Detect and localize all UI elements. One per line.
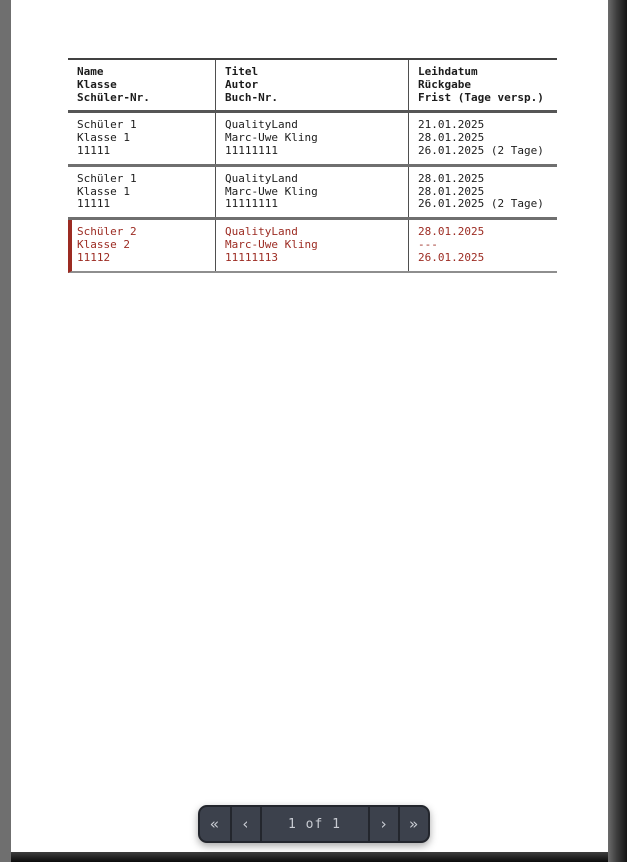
header-line: Schüler-Nr.	[77, 90, 150, 104]
header-line: Autor	[225, 77, 259, 91]
student-class: Klasse 1	[77, 131, 130, 145]
column-header-name-klasse-nr	[68, 60, 215, 110]
return-date: 28.01.2025	[418, 184, 485, 198]
dates-cell	[408, 167, 557, 217]
dates-cell	[408, 113, 557, 163]
student-name: Schüler 1	[77, 118, 137, 132]
loan-date: 28.01.2025	[418, 171, 485, 185]
last-page-button[interactable]	[398, 807, 428, 841]
loan-date: 21.01.2025	[418, 118, 485, 132]
header-line: Frist (Tage versp.)	[418, 90, 544, 104]
return-date: 28.01.2025	[418, 131, 485, 145]
double-chevron-right-icon: »	[408, 815, 419, 833]
dates-cell	[408, 220, 557, 270]
table-row	[68, 167, 557, 220]
book-cell	[215, 113, 408, 163]
book-author: Marc-Uwe Kling	[225, 131, 318, 145]
due-date: 26.01.2025	[418, 250, 485, 264]
column-header-dates	[408, 60, 557, 110]
column-header-titel-autor-buch	[215, 60, 408, 110]
table-row-overdue	[68, 220, 557, 272]
student-cell	[72, 220, 215, 270]
loans-table	[68, 58, 557, 273]
page-indicator: 1 of 1	[260, 807, 368, 841]
next-page-button[interactable]	[368, 807, 398, 841]
student-class: Klasse 2	[77, 237, 130, 251]
loan-date: 28.01.2025	[418, 225, 485, 239]
book-title: QualityLand	[225, 225, 298, 239]
due-date: 26.01.2025 (2 Tage)	[418, 143, 544, 157]
student-class: Klasse 1	[77, 184, 130, 198]
header-line: Klasse	[77, 77, 117, 91]
book-number: 11111111	[225, 143, 278, 157]
header-line: Buch-Nr.	[225, 90, 278, 104]
book-title: QualityLand	[225, 171, 298, 185]
page-shadow-bottom	[11, 852, 608, 862]
chevron-right-icon: ›	[378, 815, 389, 833]
header-line: Name	[77, 65, 104, 78]
due-date: 26.01.2025 (2 Tage)	[418, 197, 544, 211]
student-name: Schüler 2	[77, 225, 137, 239]
chevron-left-icon: ‹	[240, 815, 251, 833]
double-chevron-left-icon: «	[209, 815, 220, 833]
book-cell	[215, 220, 408, 270]
book-author: Marc-Uwe Kling	[225, 184, 318, 198]
book-title: QualityLand	[225, 118, 298, 132]
student-number: 11111	[77, 143, 111, 157]
header-line: Leihdatum	[418, 65, 478, 78]
header-line: Rückgabe	[418, 77, 471, 91]
student-name: Schüler 1	[77, 171, 137, 185]
book-number: 11111111	[225, 197, 278, 211]
book-cell	[215, 167, 408, 217]
previous-page-button[interactable]	[230, 807, 260, 841]
table-row	[68, 113, 557, 166]
report-page	[11, 0, 608, 852]
pagination-toolbar	[198, 805, 430, 843]
book-number: 11111113	[225, 250, 278, 264]
student-cell	[68, 113, 215, 163]
first-page-button[interactable]	[200, 807, 230, 841]
student-number: 11111	[77, 197, 111, 211]
student-cell	[68, 167, 215, 217]
return-date: ---	[418, 237, 438, 251]
page-shadow-right	[608, 0, 627, 862]
table-header-row	[68, 60, 557, 113]
student-number: 11112	[77, 250, 111, 264]
book-author: Marc-Uwe Kling	[225, 237, 318, 251]
header-line: Titel	[225, 65, 259, 78]
